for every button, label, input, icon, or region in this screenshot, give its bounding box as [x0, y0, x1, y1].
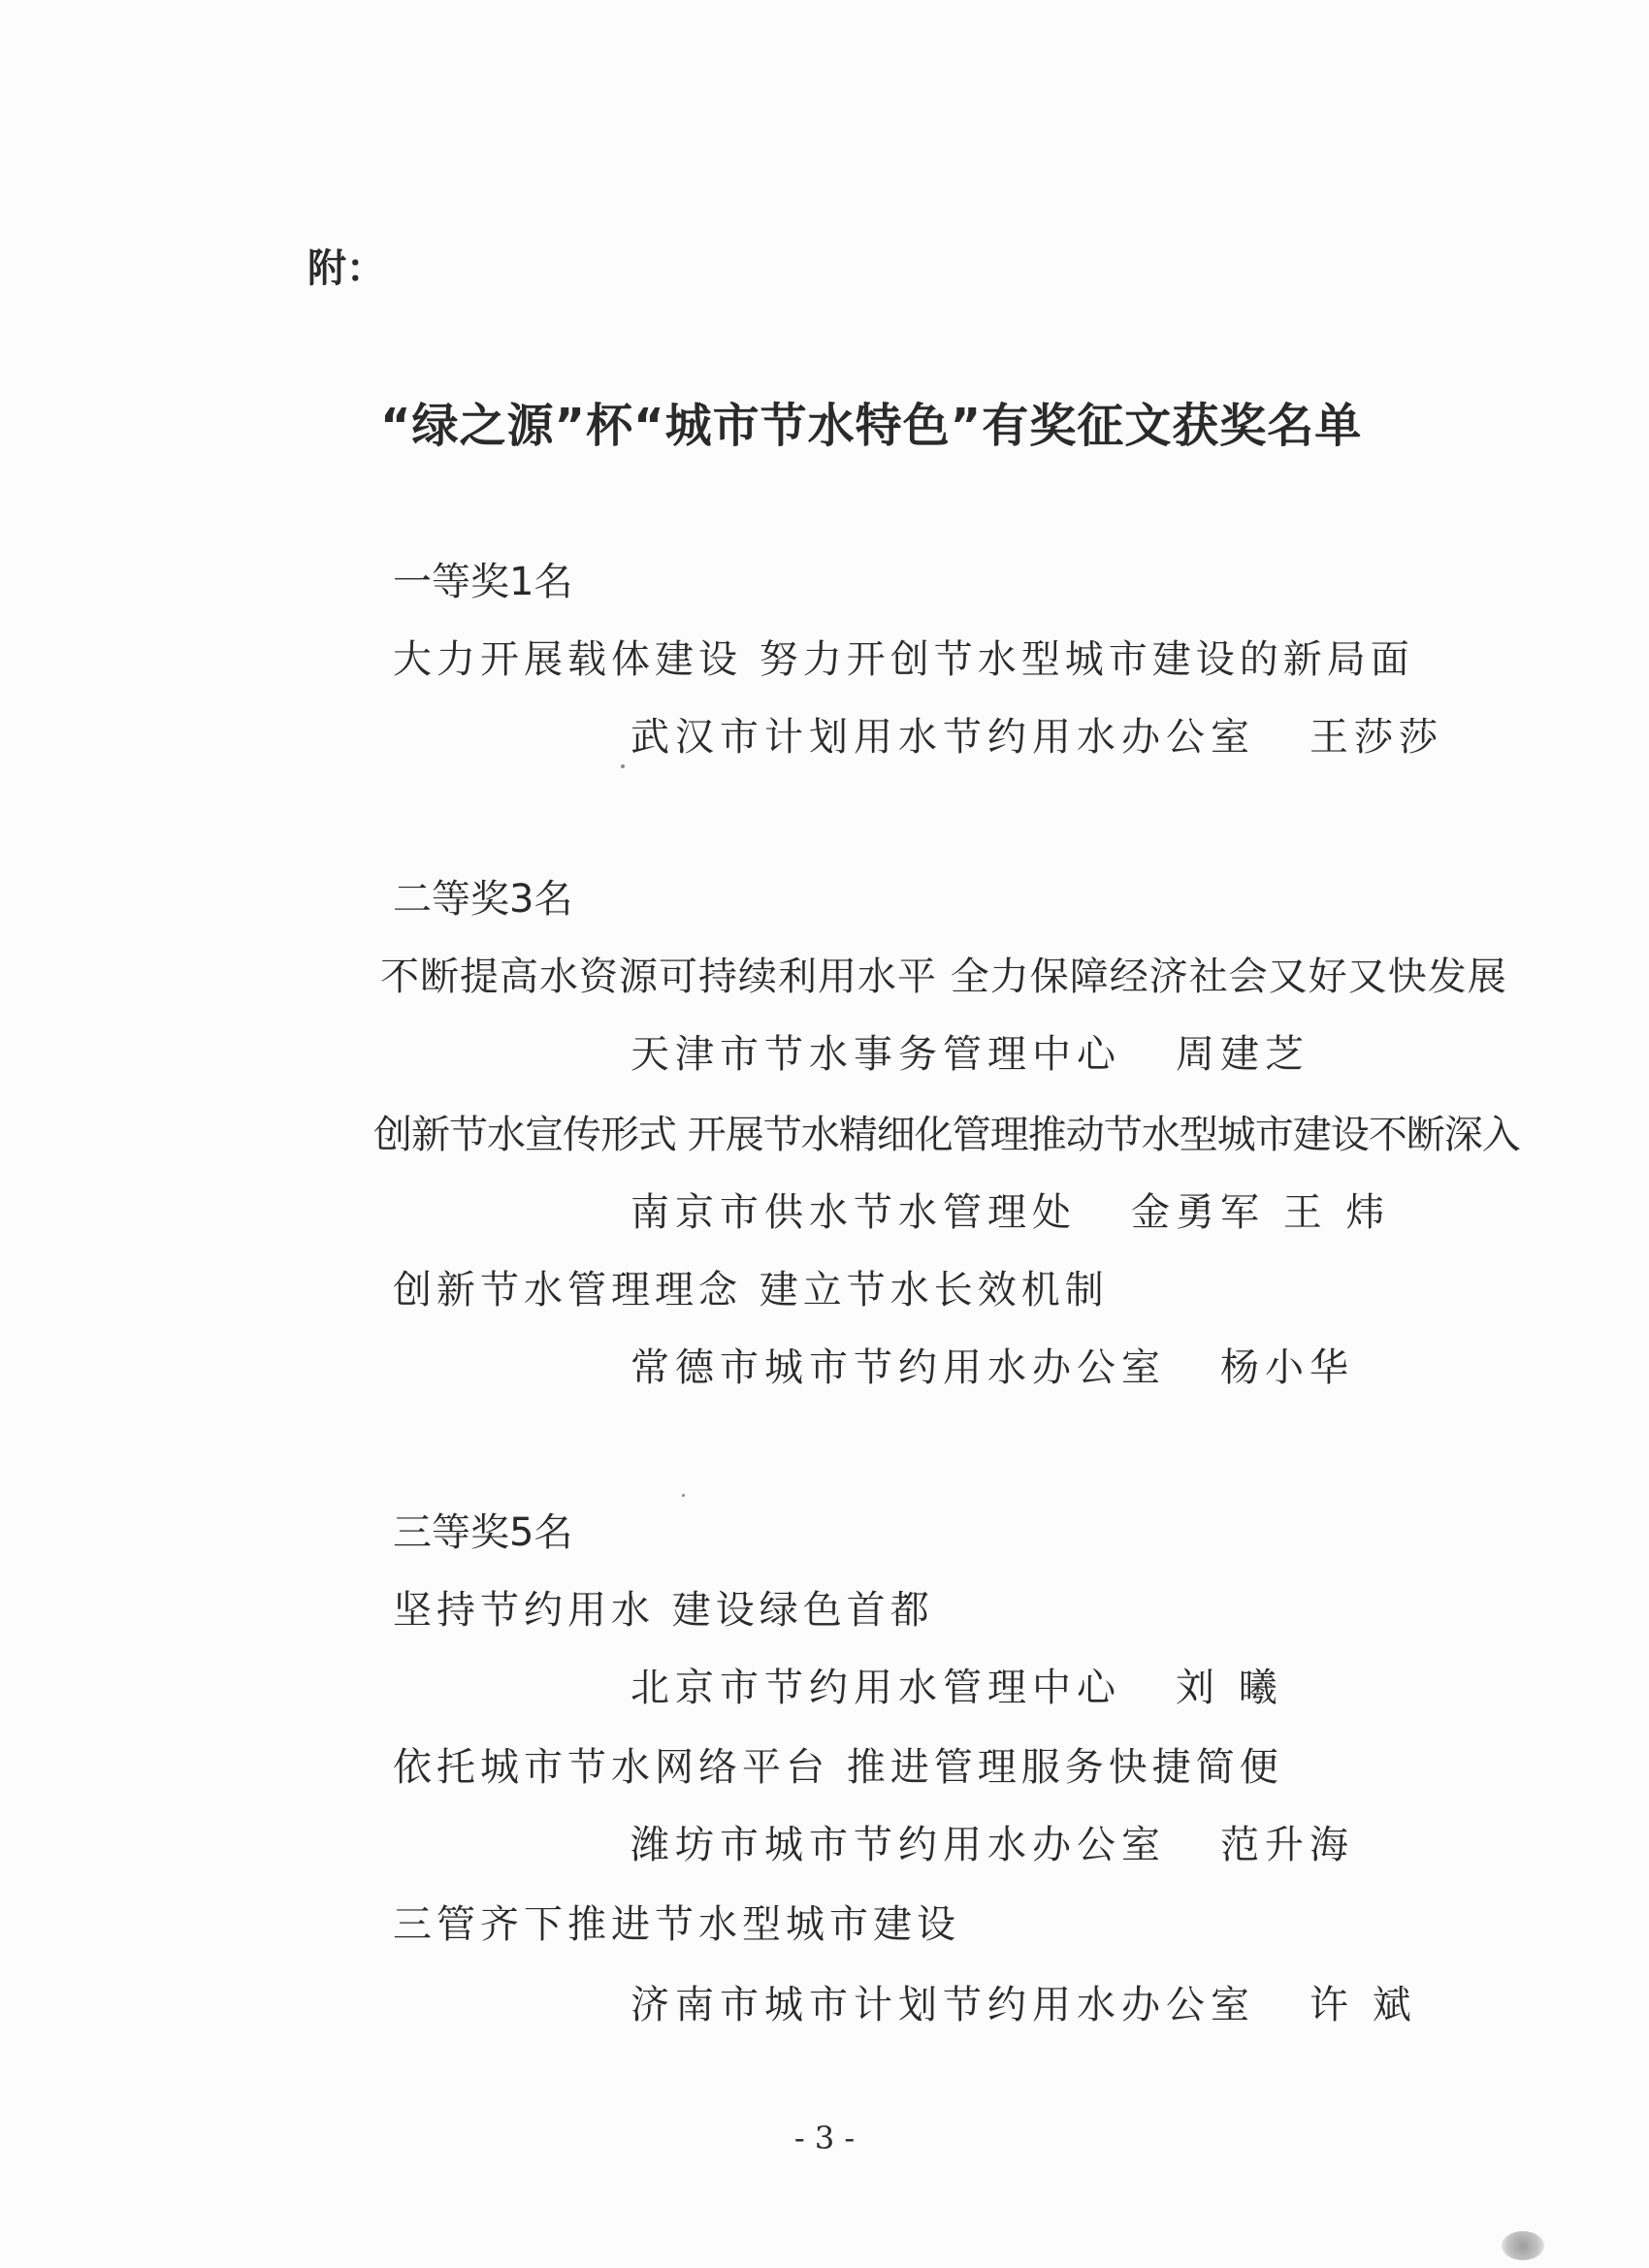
entry-organization: 北京市节约用水管理中心 [630, 1666, 1121, 1710]
entry-title: 创新节水管理理念 建立节水长效机制 [393, 1268, 1109, 1312]
entry-authors: 范升海 [1220, 1823, 1354, 1867]
entry-author [630, 1182, 1390, 1237]
entry-author [630, 706, 1443, 761]
entry-authors: 金勇军 王 炜 [1131, 1190, 1391, 1235]
entry-title: 创新节水宣传形式 开展节水精细化管理推动节水型城市建设不断深入 [373, 1113, 1520, 1157]
document-title: “绿之源”杯“城市节水特色”有奖征文获奖名单 [380, 399, 1363, 453]
entry-authors: 王莎莎 [1310, 715, 1443, 760]
award-heading-third: 三等奖5名 [393, 1510, 573, 1555]
award-heading-second: 二等奖3名 [393, 877, 573, 922]
entry-organization: 武汉市计划用水节约用水办公室 [630, 715, 1255, 760]
award-heading-first: 一等奖1名 [393, 560, 573, 604]
scan-speck [682, 1494, 685, 1497]
entry-authors: 杨小华 [1220, 1345, 1354, 1390]
annex-label: 附： [307, 246, 385, 291]
entry-author [630, 1974, 1417, 2029]
entry-author [630, 1023, 1310, 1079]
entry-organization: 南京市供水节水管理处 [630, 1190, 1077, 1235]
page-number: - 3 - [793, 2120, 856, 2156]
entry-organization: 天津市节水事务管理中心 [630, 1032, 1121, 1077]
scan-speck [621, 764, 625, 768]
entry-organization: 潍坊市城市节约用水办公室 [630, 1823, 1166, 1867]
entry-organization: 济南市城市计划节约用水办公室 [630, 1983, 1255, 2027]
scan-blot [1502, 2231, 1544, 2260]
entry-title: 大力开展载体建设 努力开创节水型城市建设的新局面 [393, 637, 1414, 682]
entry-title: 坚持节约用水 建设绿色首都 [393, 1588, 934, 1633]
entry-title: 不断提高水资源可持续利用水平 全力保障经济社会又好又快发展 [380, 955, 1507, 999]
entry-author [630, 1337, 1354, 1392]
entry-authors: 周建芝 [1176, 1032, 1310, 1077]
entry-authors: 刘 曦 [1176, 1666, 1283, 1710]
entry-authors: 许 斌 [1310, 1983, 1417, 2027]
entry-author [630, 1657, 1283, 1712]
entry-author [630, 1814, 1354, 1869]
entry-organization: 常德市城市节约用水办公室 [630, 1345, 1166, 1390]
entry-title: 三管齐下推进节水型城市建设 [393, 1902, 960, 1947]
entry-title: 依托城市节水网络平台 推进管理服务快捷简便 [393, 1745, 1283, 1790]
